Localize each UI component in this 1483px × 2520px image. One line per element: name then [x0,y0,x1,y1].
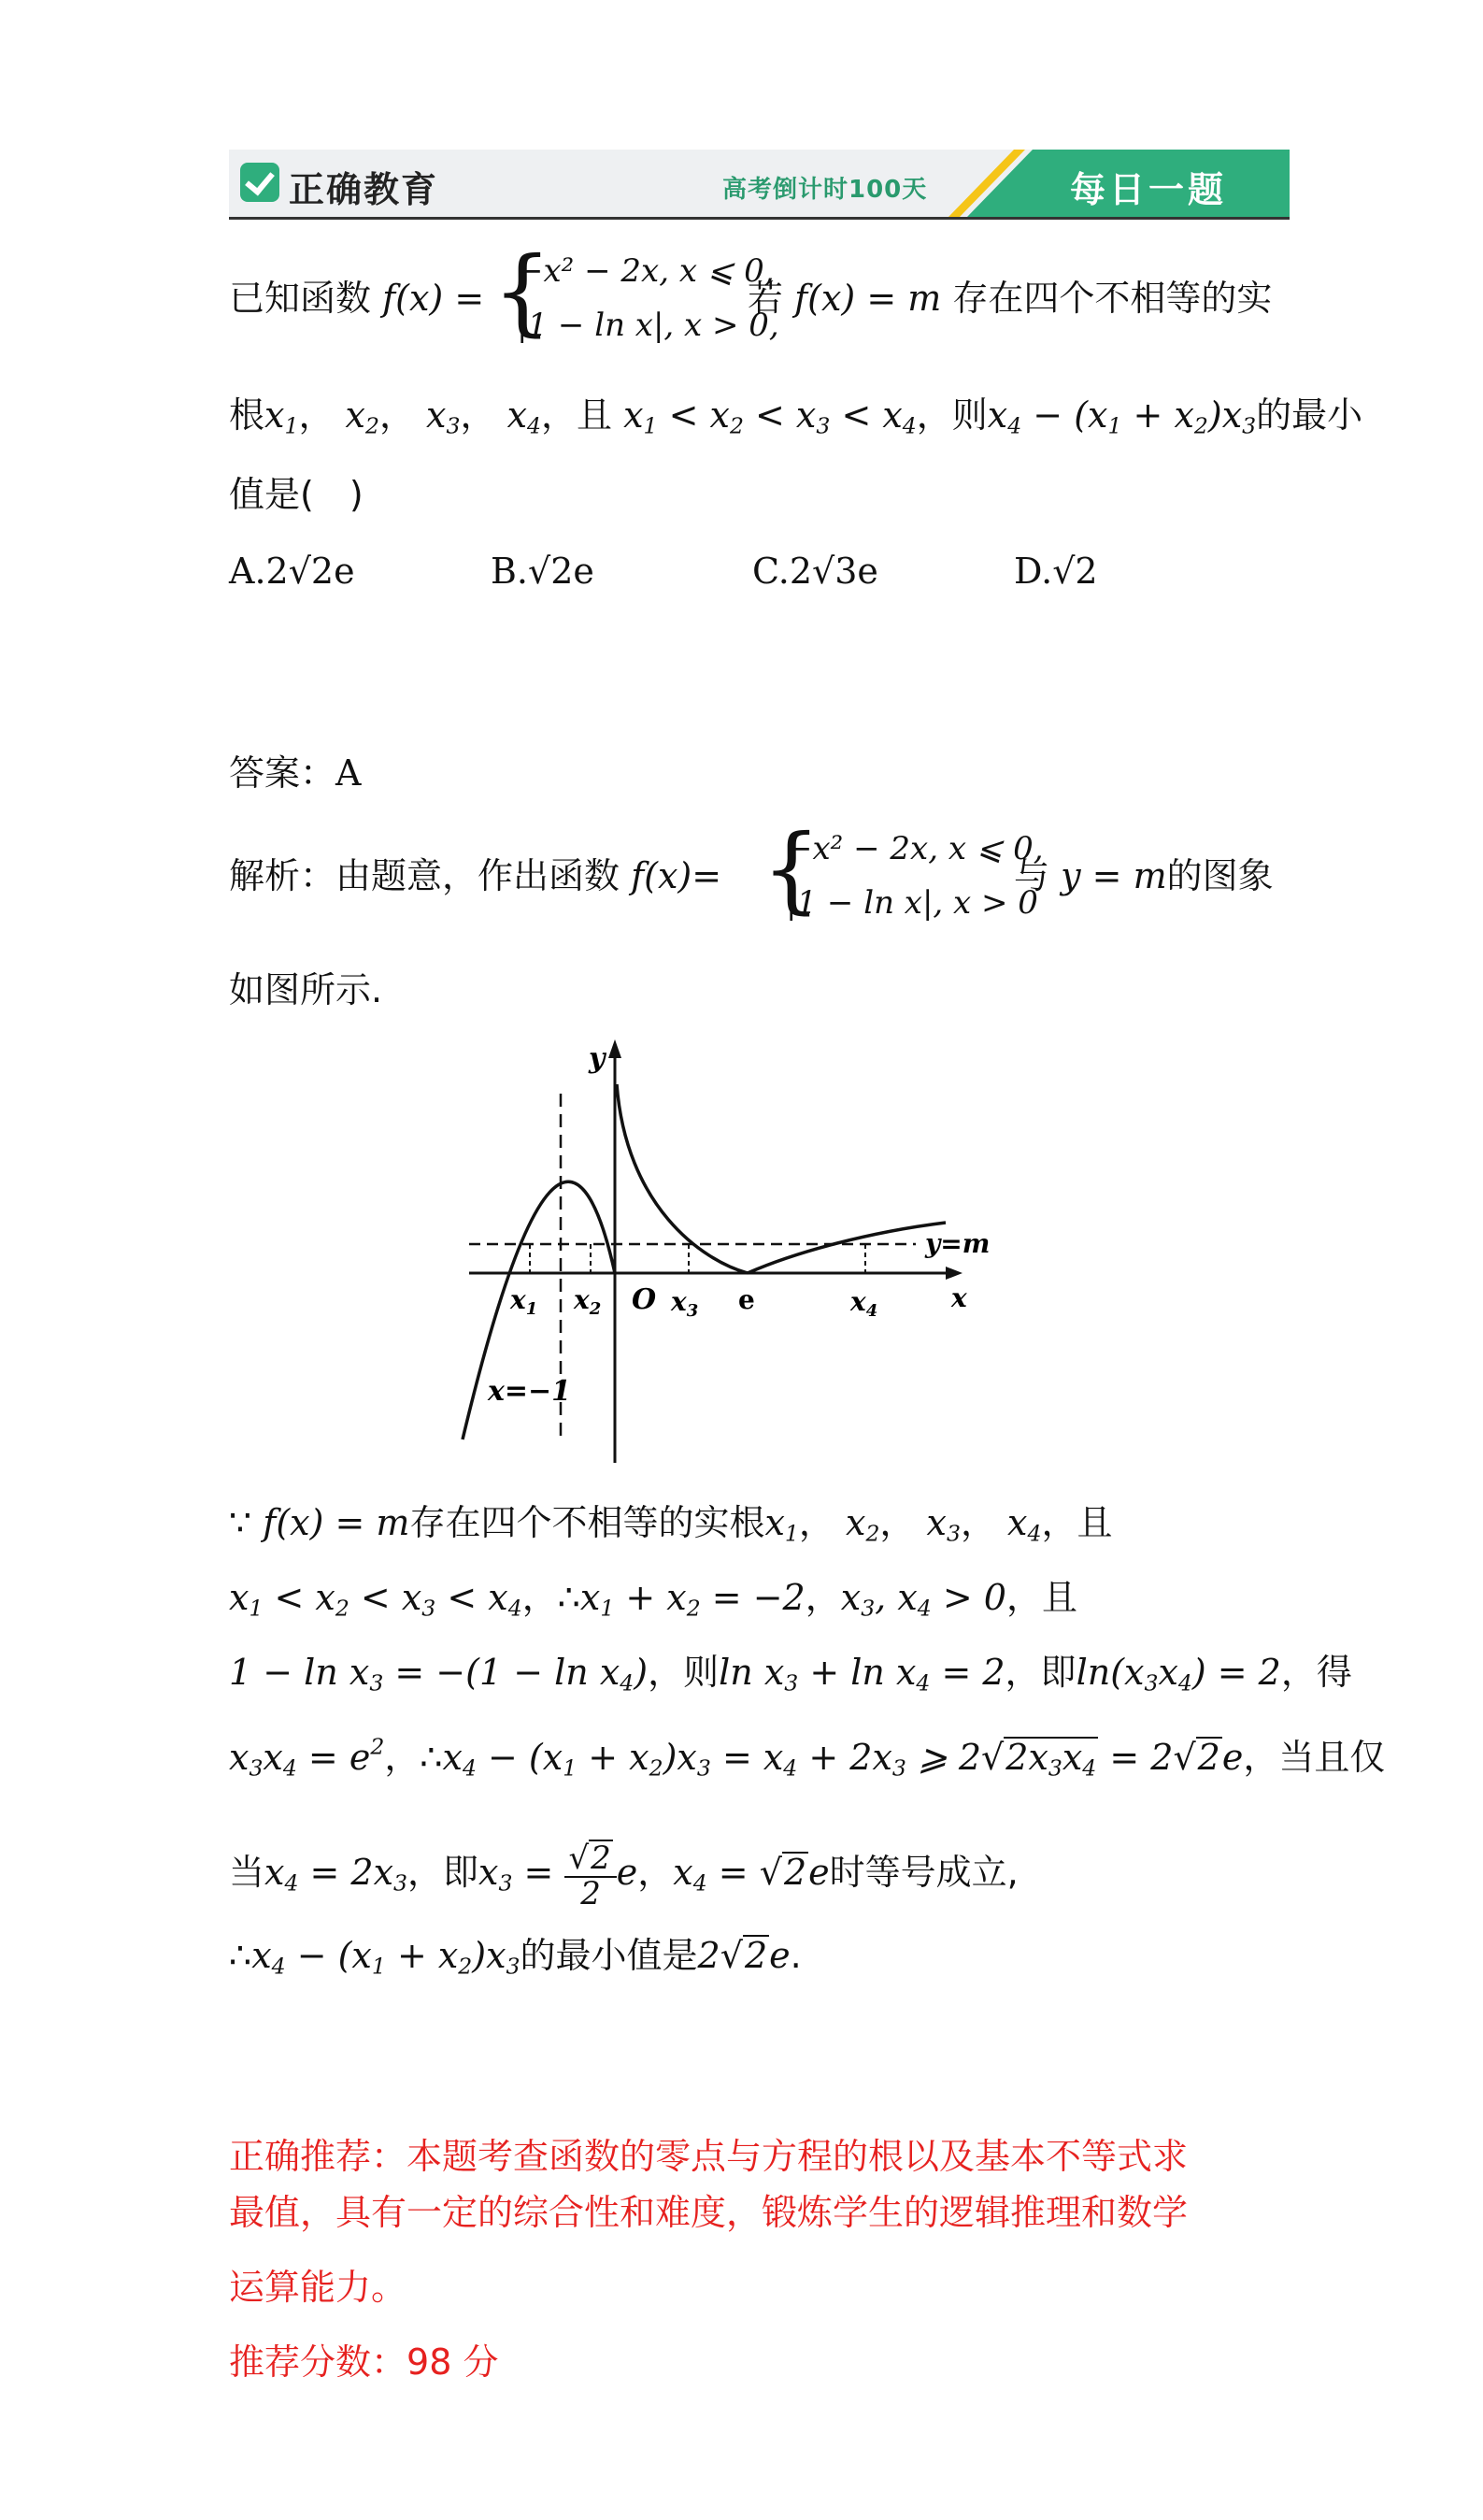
text-min: 的最小 [1256,394,1363,436]
text-with: 与 [1014,855,1050,896]
analysis-line-1-tail [1014,855,1274,896]
y-axis-arrow-icon [608,1039,621,1058]
score-value: 98 分 [406,2341,499,2383]
x-axis-arrow-icon [946,1267,963,1280]
ym-line-label: y=m [925,1228,991,1259]
solution-line-1: ∵ f(x) = m存在四个不相等的实根$x_1$， $x_2$， $x_3$， $x_4$，且 [229,1502,1113,1547]
solution-line-5: 当$x_4 = 2x_3$，即$x_3$ = $\frac{√2}{2}$ e，$x_4 = √2e$时等号成立, [229,1840,1019,1913]
text-then: ，则 [648,1652,720,1693]
score-label: 推荐分数： [229,2341,407,2383]
option-d-label: D. [1014,551,1053,592]
condition-expr: f(x) = m [794,278,942,319]
option-b-value: √2e [528,551,594,592]
brand-name: 正确教育 [289,169,439,210]
text-iff: ，当且仅 [1243,1737,1386,1778]
question-line-1 [229,278,485,319]
option-b[interactable] [491,551,594,592]
ym-expr: y = m [1061,855,1167,896]
solution-line-6: $\therefore x_4 - (x_1 + x_2)x_3$的最小值是2√2e. [229,1935,802,1980]
text-when: 当 [229,1852,265,1894]
analysis-label: 解析：由题意，作出函数 [229,855,620,896]
text-four-roots: 存在四个不相等的实根 [409,1502,765,1543]
question-line-1-tail [748,278,1273,319]
question-line-3: 值是( ) [229,474,364,515]
answer-line [229,752,362,794]
function-name: f(x) [382,278,444,319]
question-line-2: 根$x_1$， $x_2$， $x_3$， $x_4$，且 $x_1 < x_2 < x_3 < x_4$，则$x_4 - (x_1 + x_2)x_3$的最小 [229,394,1363,439]
question-text: 已知函数 [229,278,372,319]
function-graph [458,1028,991,1468]
option-d[interactable] [1014,551,1098,592]
option-a-value: 2√2e [265,551,355,592]
case-1: −x² − 2x, x ⩽ 0, [786,830,1044,867]
y-axis-label: y [589,1042,606,1075]
option-b-label: B. [491,551,529,592]
option-a-label: A. [229,551,266,592]
question-piecewise [492,236,779,357]
text-therefore: ，∴ [521,1577,580,1618]
brace-icon: { [492,236,552,346]
countdown-text: 高考倒计时100天 [722,176,928,204]
option-c-value: 2√3e [789,551,878,592]
text-namely: ，即 [1005,1652,1077,1693]
banner-rule [229,217,1290,220]
x4-label: $x_4$ [850,1286,878,1321]
check-logo-icon [240,163,279,202]
solution-line-2: $x_1 < x_2 < x_3 < x_4$，$\therefore x_1 + x_2 = -2$，$x_3$, $x_4 > 0$，且 [229,1577,1077,1622]
x-axis-label: x [951,1282,967,1313]
case-1: −x² − 2x, x ⩽ 0, [517,252,775,290]
ln-curve-right [748,1223,946,1273]
text-and: ，且 [1005,1577,1077,1618]
analysis-piecewise [762,814,1044,935]
option-c-label: C. [752,551,790,592]
text-and: ，且 [540,394,612,436]
text-graph: 的图象 [1166,855,1274,896]
recommend-line-2: 最值，具有一定的综合性和难度，锻炼学生的逻辑推理和数学 [229,2192,1189,2233]
answer-value: A [335,752,362,794]
text-min-value: 的最小值是 [520,1935,698,1976]
fraction-sqrt2-over-2: $\frac{√2}{2}$ [564,1840,616,1910]
solution-line-4: $x_3x_4 = e^2$，$\therefore x_4 - (x_1 + x_2)x_3 = x_4 + 2x_3$ ⩾ $2√2x_3x_4 = 2√2e$，当且仅 [229,1733,1386,1782]
text-namely: ，即 [407,1852,479,1894]
option-d-value: √2 [1052,551,1098,592]
text-get: ，得 [1280,1652,1352,1693]
origin-label: O [632,1283,657,1316]
case-2: |1 − ln x|, x > 0 [786,884,1038,922]
x2-label: $x_2$ [574,1284,602,1319]
answer-label: 答案： [229,752,336,794]
brace-icon: { [762,814,821,924]
recommend-line-3: 运算能力。 [229,2267,407,2308]
section-title: 每日一题 [1070,169,1228,210]
if-text: 若 [748,278,784,319]
option-c[interactable] [752,551,878,592]
x3-label: $x_3$ [671,1286,699,1321]
recommend-line-1: 正确推荐：本题考查函数的零点与方程的根以及基本不等式求 [229,2136,1189,2177]
text-and: ，且 [1041,1502,1113,1543]
analysis-line-2: 如图所示. [229,969,383,1010]
question-text-cont: 存在四个不相等的实 [952,278,1273,319]
text-root: 根 [229,394,265,436]
text-then: ，则 [916,394,988,436]
text-therefore: ，∴ [384,1737,443,1778]
text-equality: 时等号成立, [829,1852,1019,1894]
solution-line-3: $1 - \ln x_3 = -(1 - \ln x_4)$，则$\ln x_3 + \ln x_4 = 2$，即$\ln(x_3x_4) = 2$，得 [229,1652,1352,1697]
vline-label: x=−1 [488,1375,572,1408]
header-banner [229,150,1290,217]
text-comma: ， [805,1577,841,1618]
e-label: e [738,1284,755,1315]
therefore-sign: ∴ [229,1935,252,1976]
text-comma: ， [637,1852,674,1894]
text-period: . [790,1935,802,1976]
equals-sign: = [454,278,485,319]
case-2: |1 − ln x|, x > 0, [517,307,779,344]
recommend-score [229,2341,499,2383]
because-sign: ∵ [229,1502,252,1543]
x1-label: $x_1$ [510,1284,538,1319]
analysis-line-1: 解析：由题意，作出函数 f(x)= [229,855,722,896]
option-a[interactable] [229,551,355,592]
